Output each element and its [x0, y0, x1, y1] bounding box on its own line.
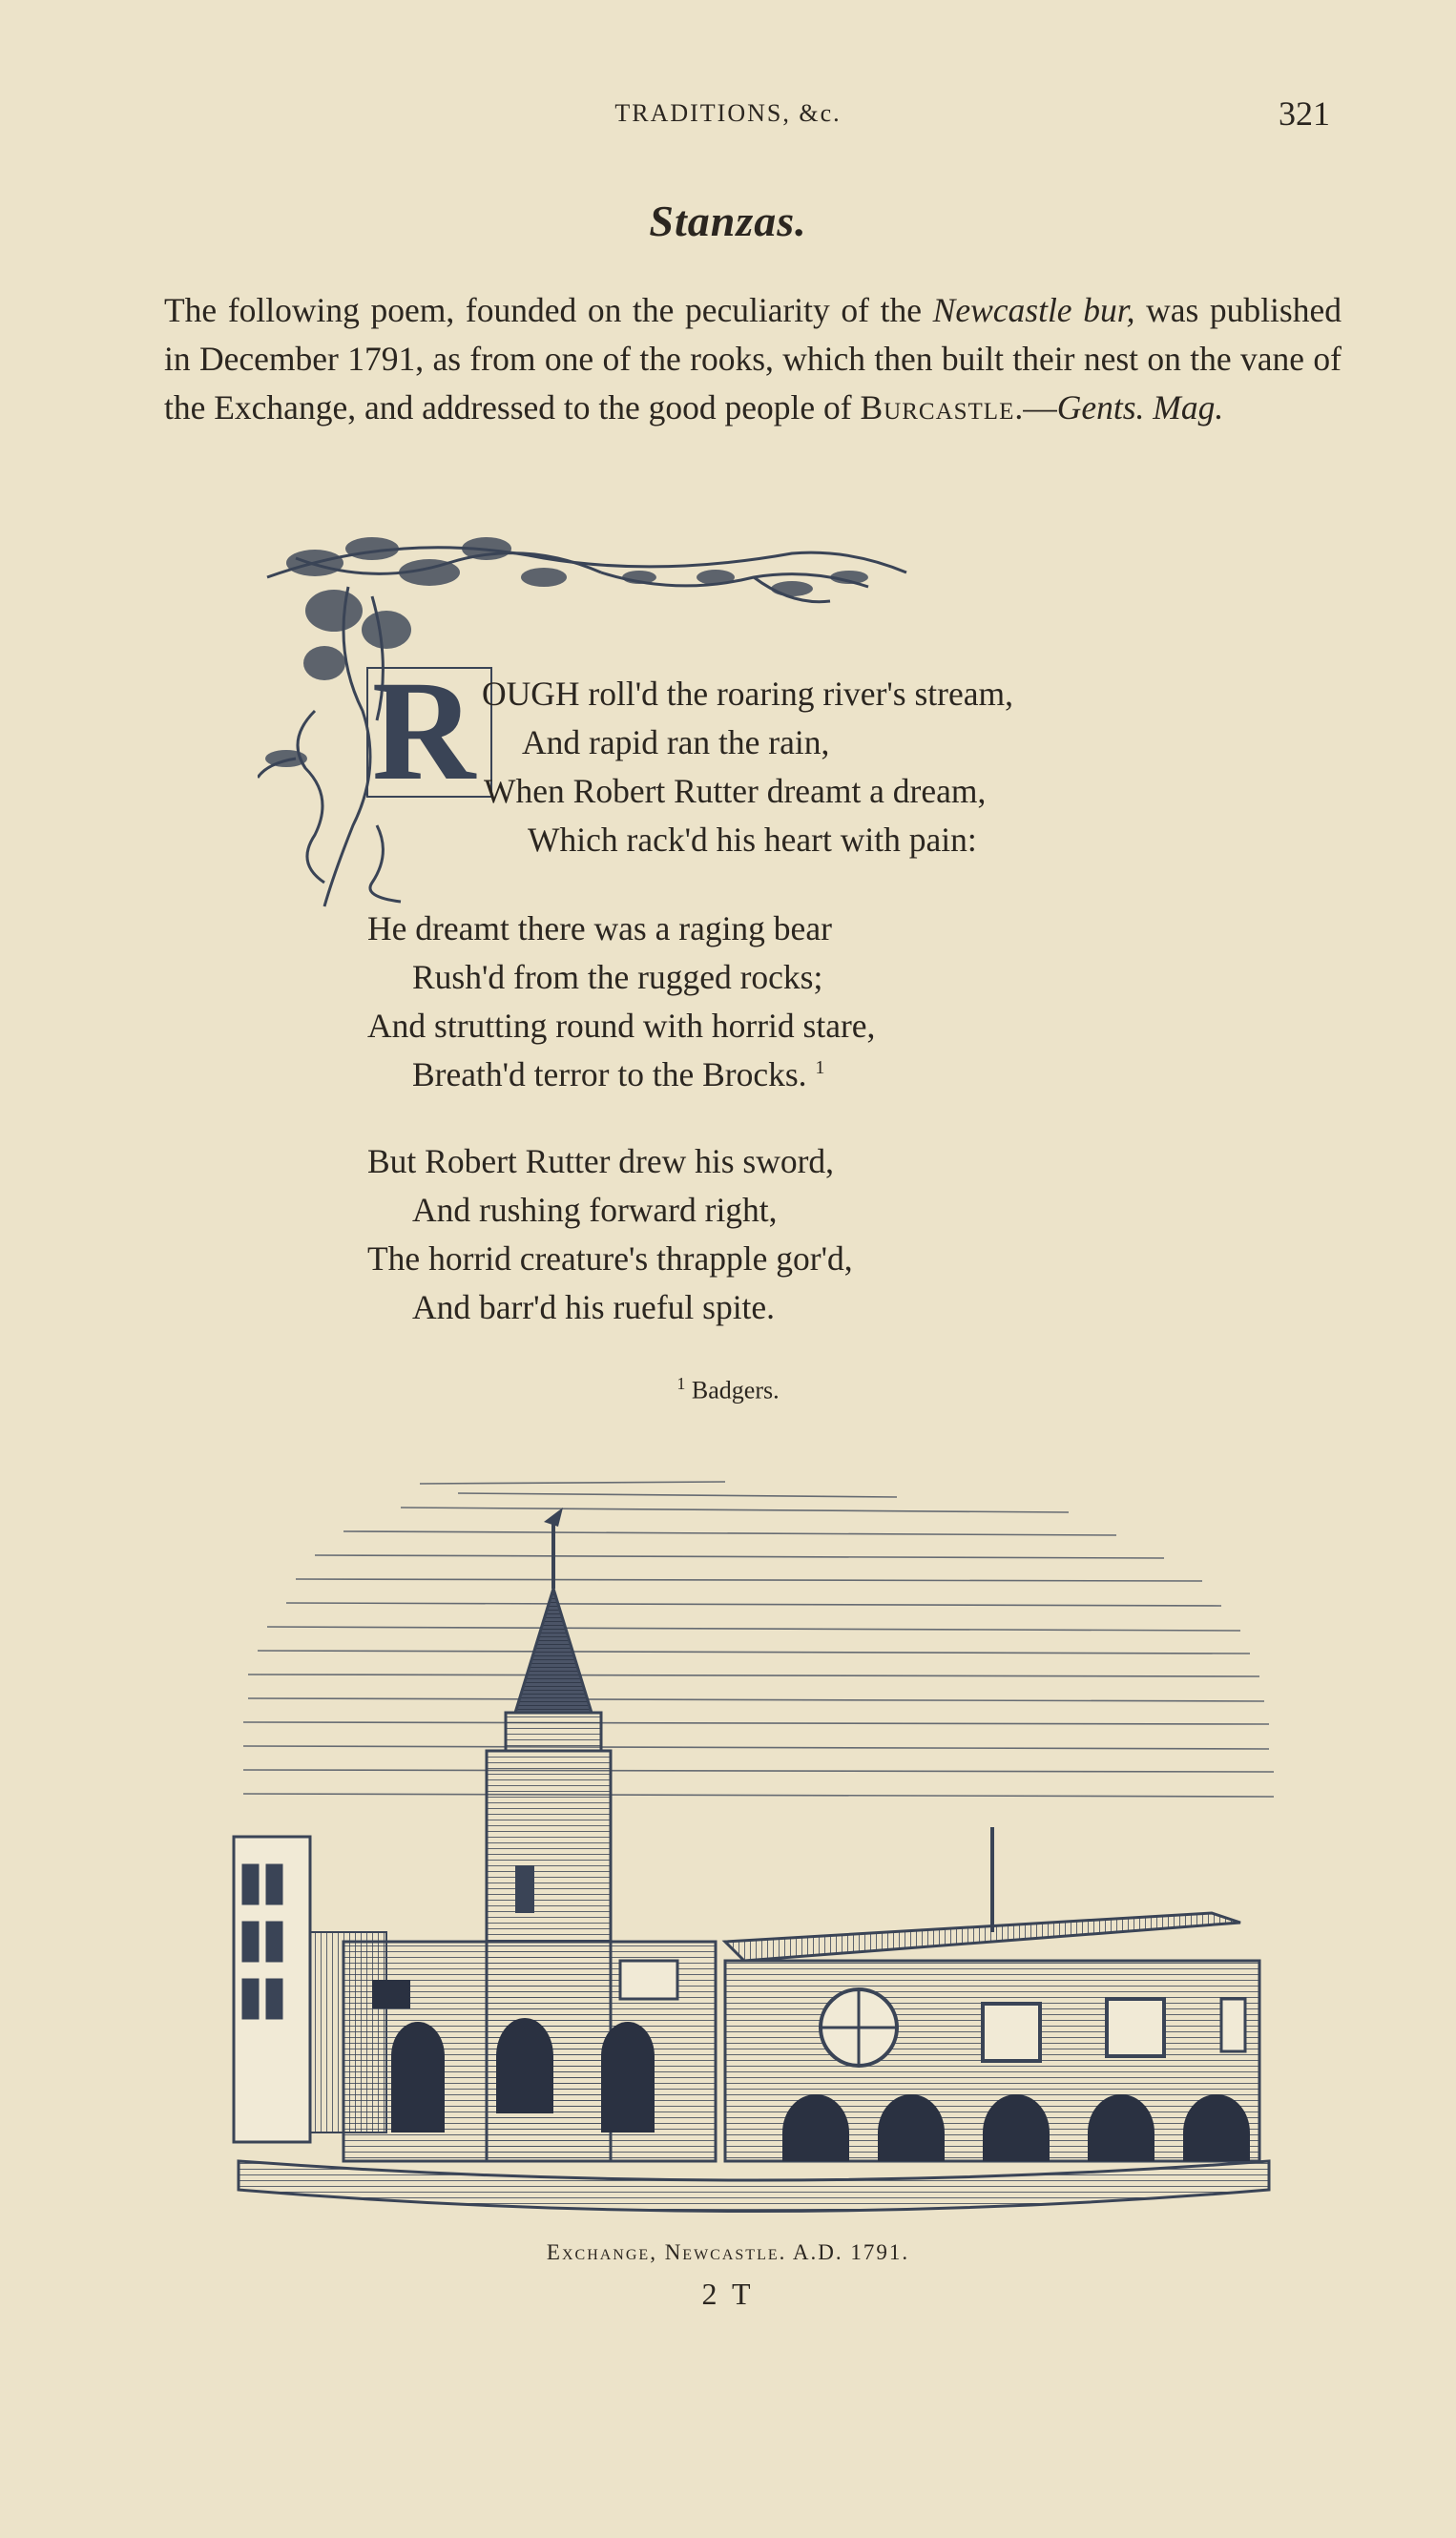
intro-citation: Gents. Mag. [1056, 388, 1224, 426]
poem-line: And strutting round with horrid stare, [367, 1007, 876, 1045]
poem-line: OUGH roll'd the roaring river's stream, [482, 675, 1013, 713]
poem-line: But Robert Rutter drew his sword, [367, 1142, 835, 1180]
drop-cap: R [371, 652, 476, 810]
poem-line: He dreamt there was a raging bear [367, 909, 832, 947]
footnote-marker: 1 [676, 1374, 686, 1393]
intro-burcastle: Burcastle [860, 388, 1015, 426]
exchange-engraving-illustration [229, 1465, 1279, 2228]
section-title: Stanzas. [649, 197, 807, 245]
footnote-text: Badgers. [691, 1376, 780, 1404]
intro-paragraph [164, 286, 1342, 432]
illustration-caption: Exchange, Newcastle. A.D. 1791. [546, 2240, 910, 2264]
poem-line: And barr'd his rueful spite. [412, 1288, 776, 1326]
intro-text-2: was published in December 1791, as from one of the rooks, which then built their nest on the vane of the Exchange, and addressed to the good people of [164, 291, 1342, 426]
poem-line: Rush'd from the rugged rocks; [412, 958, 823, 996]
intro-text-3: .— [1014, 388, 1057, 426]
poem-line: And rapid ran the rain, [522, 723, 830, 761]
poem-line: And rushing forward right, [412, 1191, 778, 1229]
footnote-reference: 1 [815, 1057, 825, 1079]
page-number: 321 [1279, 94, 1330, 133]
intro-text-1: The following poem, founded on the peculiarity of the [164, 291, 933, 329]
footnote [0, 1374, 1456, 1405]
poem-line: When Robert Rutter dreamt a dream, [484, 772, 987, 810]
poem-line: The horrid creature's thrapple gor'd, [367, 1239, 853, 1278]
running-head: TRADITIONS, &c. [614, 99, 842, 127]
poem-line: Which rack'd his heart with pain: [528, 821, 977, 859]
intro-italic-newcastle-bur: Newcastle bur, [932, 291, 1135, 329]
poem-line [412, 1054, 824, 1094]
signature-mark: 2 T [701, 2277, 755, 2311]
poem-line-text: Breath'd terror to the Brocks. [412, 1055, 807, 1093]
